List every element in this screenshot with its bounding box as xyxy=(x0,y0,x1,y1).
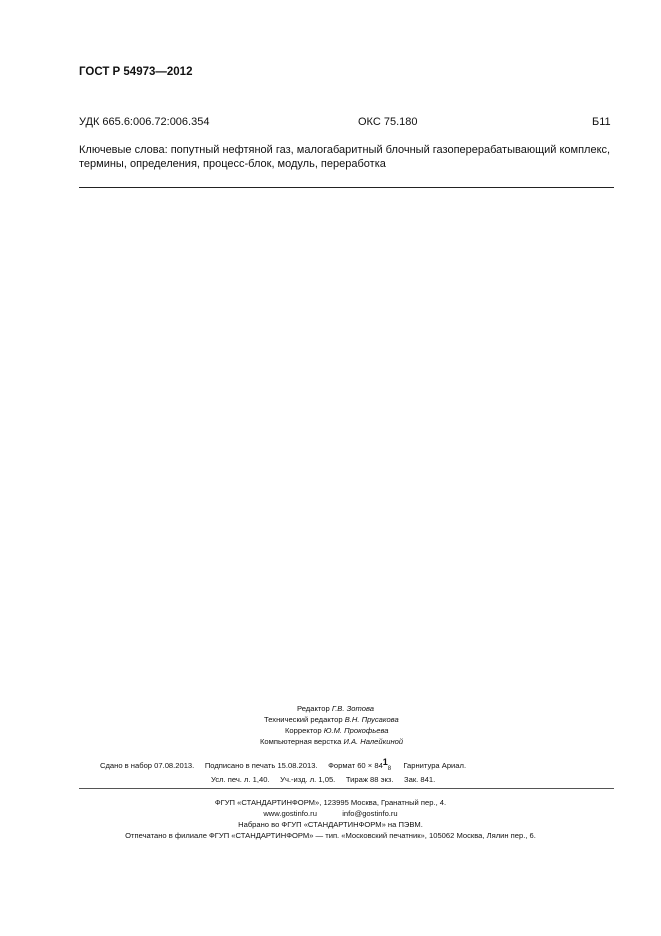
email-link: info@gostinfo.ru xyxy=(342,809,398,818)
imprint-line-1 xyxy=(100,757,467,772)
format-84: 84 xyxy=(374,761,383,770)
layout-name: И.А. Налейкиной xyxy=(343,737,404,746)
tech-editor-name: В.Н. Прусакова xyxy=(344,715,399,724)
circulation: Тираж 88 экз. xyxy=(345,775,394,784)
format-prefix: Формат 60 xyxy=(328,761,366,770)
typeset-note: Набрано во ФГУП «СТАНДАРТИНФОРМ» на ПЭВМ. xyxy=(238,820,423,829)
oks-code: ОКС 75.180 xyxy=(358,116,418,128)
imprint-line-2 xyxy=(211,774,435,785)
signed-date: Подписано в печать 15.08.2013. xyxy=(204,761,318,770)
corrector-name: Ю.М. Прокофьева xyxy=(323,726,389,735)
corrector-line xyxy=(285,725,388,737)
group-code: Б11 xyxy=(592,116,611,128)
divider-bottom xyxy=(79,788,614,789)
document-code: ГОСТ Р 54973—2012 xyxy=(79,66,193,78)
tech-editor-line xyxy=(264,714,399,726)
divider-top xyxy=(79,187,614,188)
editor-label: Редактор xyxy=(297,704,330,713)
udk-code: УДК 665.6:006.72:006.354 xyxy=(79,116,210,128)
order-number: Зак. 841. xyxy=(404,775,436,784)
tech-editor-label: Технический редактор xyxy=(264,715,343,724)
publisher-address: ФГУП «СТАНДАРТИНФОРМ», 123995 Москва, Гранатный пер., 4. xyxy=(214,798,447,807)
print-sheets: Усл. печ. л. 1,40. xyxy=(211,775,270,784)
layout-line xyxy=(260,736,403,748)
format-fraction xyxy=(382,757,393,772)
keywords: Ключевые слова: попутный нефтяной газ, малогабаритный блочный газоперерабатывающий комплекс, термины, определения, процесс-блок, модуль, переработка xyxy=(79,144,611,170)
pub-sheets: Уч.-изд. л. 1,05. xyxy=(280,775,336,784)
website-link: www.gostinfo.ru xyxy=(263,809,317,818)
editor-name: Г.В. Зотова xyxy=(331,704,374,713)
sent-date: Сдано в набор 07.08.2013. xyxy=(100,761,195,770)
typeface: Гарнитура Ариал. xyxy=(403,761,467,770)
format-times: × xyxy=(367,761,373,770)
corrector-label: Корректор xyxy=(285,726,322,735)
layout-label: Компьютерная верстка xyxy=(260,737,342,746)
printed-note: Отпечатано в филиале ФГУП «СТАНДАРТИНФОРМ» — тип. «Московский печатник», 105062 Москва, Лялин пер., 6. xyxy=(125,831,536,840)
fraction-denominator: 8 xyxy=(387,766,392,772)
contacts-line xyxy=(0,808,661,819)
fraction-numerator: 1 xyxy=(382,757,388,767)
editor-line xyxy=(297,703,374,715)
